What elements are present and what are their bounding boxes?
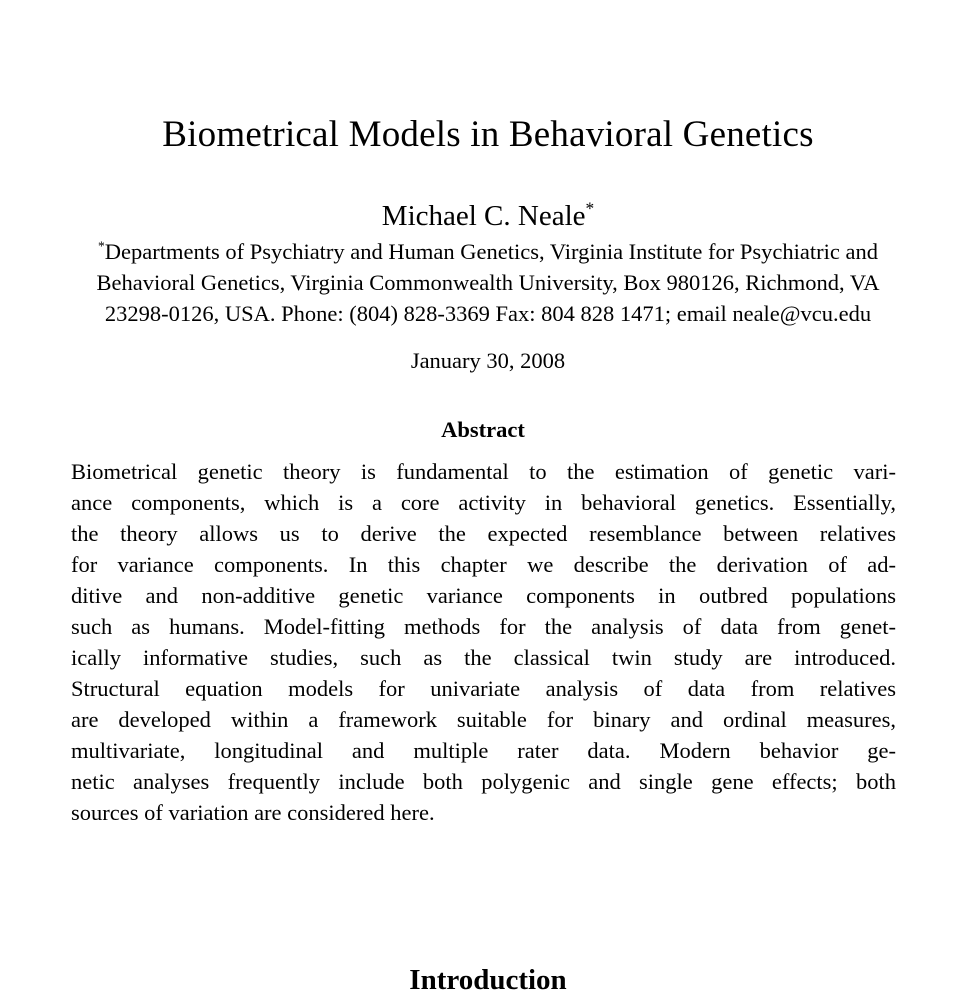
abstract-line: netic analyses frequently include both polygenic and single gene effects; both bbox=[71, 769, 896, 794]
affiliation-footnote-marker: * bbox=[97, 238, 105, 254]
abstract-line: sources of variation are considered here. bbox=[71, 800, 435, 825]
paper-title: Biometrical Models in Behavioral Genetics bbox=[162, 114, 814, 155]
affiliation bbox=[0, 236, 976, 329]
abstract-line: such as humans. Model-fitting methods for the analysis of data from genet- bbox=[71, 614, 896, 639]
author-line bbox=[0, 198, 976, 234]
affiliation-line-1 bbox=[0, 236, 976, 267]
section-heading-introduction: Introduction bbox=[409, 964, 567, 996]
abstract-line: are developed within a framework suitable for binary and ordinal measures, bbox=[71, 707, 896, 732]
abstract-line: ically informative studies, such as the classical twin study are introduced. bbox=[71, 645, 896, 670]
abstract-line: multivariate, longitudinal and multiple rater data. Modern behavior ge- bbox=[71, 738, 896, 763]
abstract-line: Structural equation models for univariate analysis of data from relatives bbox=[71, 676, 896, 701]
abstract-line: the theory allows us to derive the expected resemblance between relatives bbox=[71, 521, 896, 546]
affiliation-line-2: Behavioral Genetics, Virginia Commonwealth University, Box 980126, Richmond, VA bbox=[96, 270, 880, 295]
abstract-line: ance components, which is a core activity in behavioral genetics. Essentially, bbox=[71, 490, 896, 515]
abstract-line: ditive and non-additive genetic variance components in outbred populations bbox=[71, 583, 896, 608]
abstract-line: for variance components. In this chapter we describe the derivation of ad- bbox=[71, 552, 896, 577]
abstract-body bbox=[71, 456, 896, 828]
author-footnote-marker: * bbox=[585, 198, 595, 219]
affiliation-line-3: 23298-0126, USA. Phone: (804) 828-3369 Fax: 804 828 1471; email neale@vcu.edu bbox=[104, 301, 872, 326]
abstract-line: Biometrical genetic theory is fundamental to the estimation of genetic vari- bbox=[71, 459, 896, 484]
paper-date: January 30, 2008 bbox=[410, 348, 566, 373]
affiliation-line-1-text: Departments of Psychiatry and Human Genetics, Virginia Institute for Psychiatric and bbox=[104, 239, 878, 264]
abstract-heading: Abstract bbox=[441, 417, 525, 442]
author-name: Michael C. Neale bbox=[381, 200, 586, 232]
